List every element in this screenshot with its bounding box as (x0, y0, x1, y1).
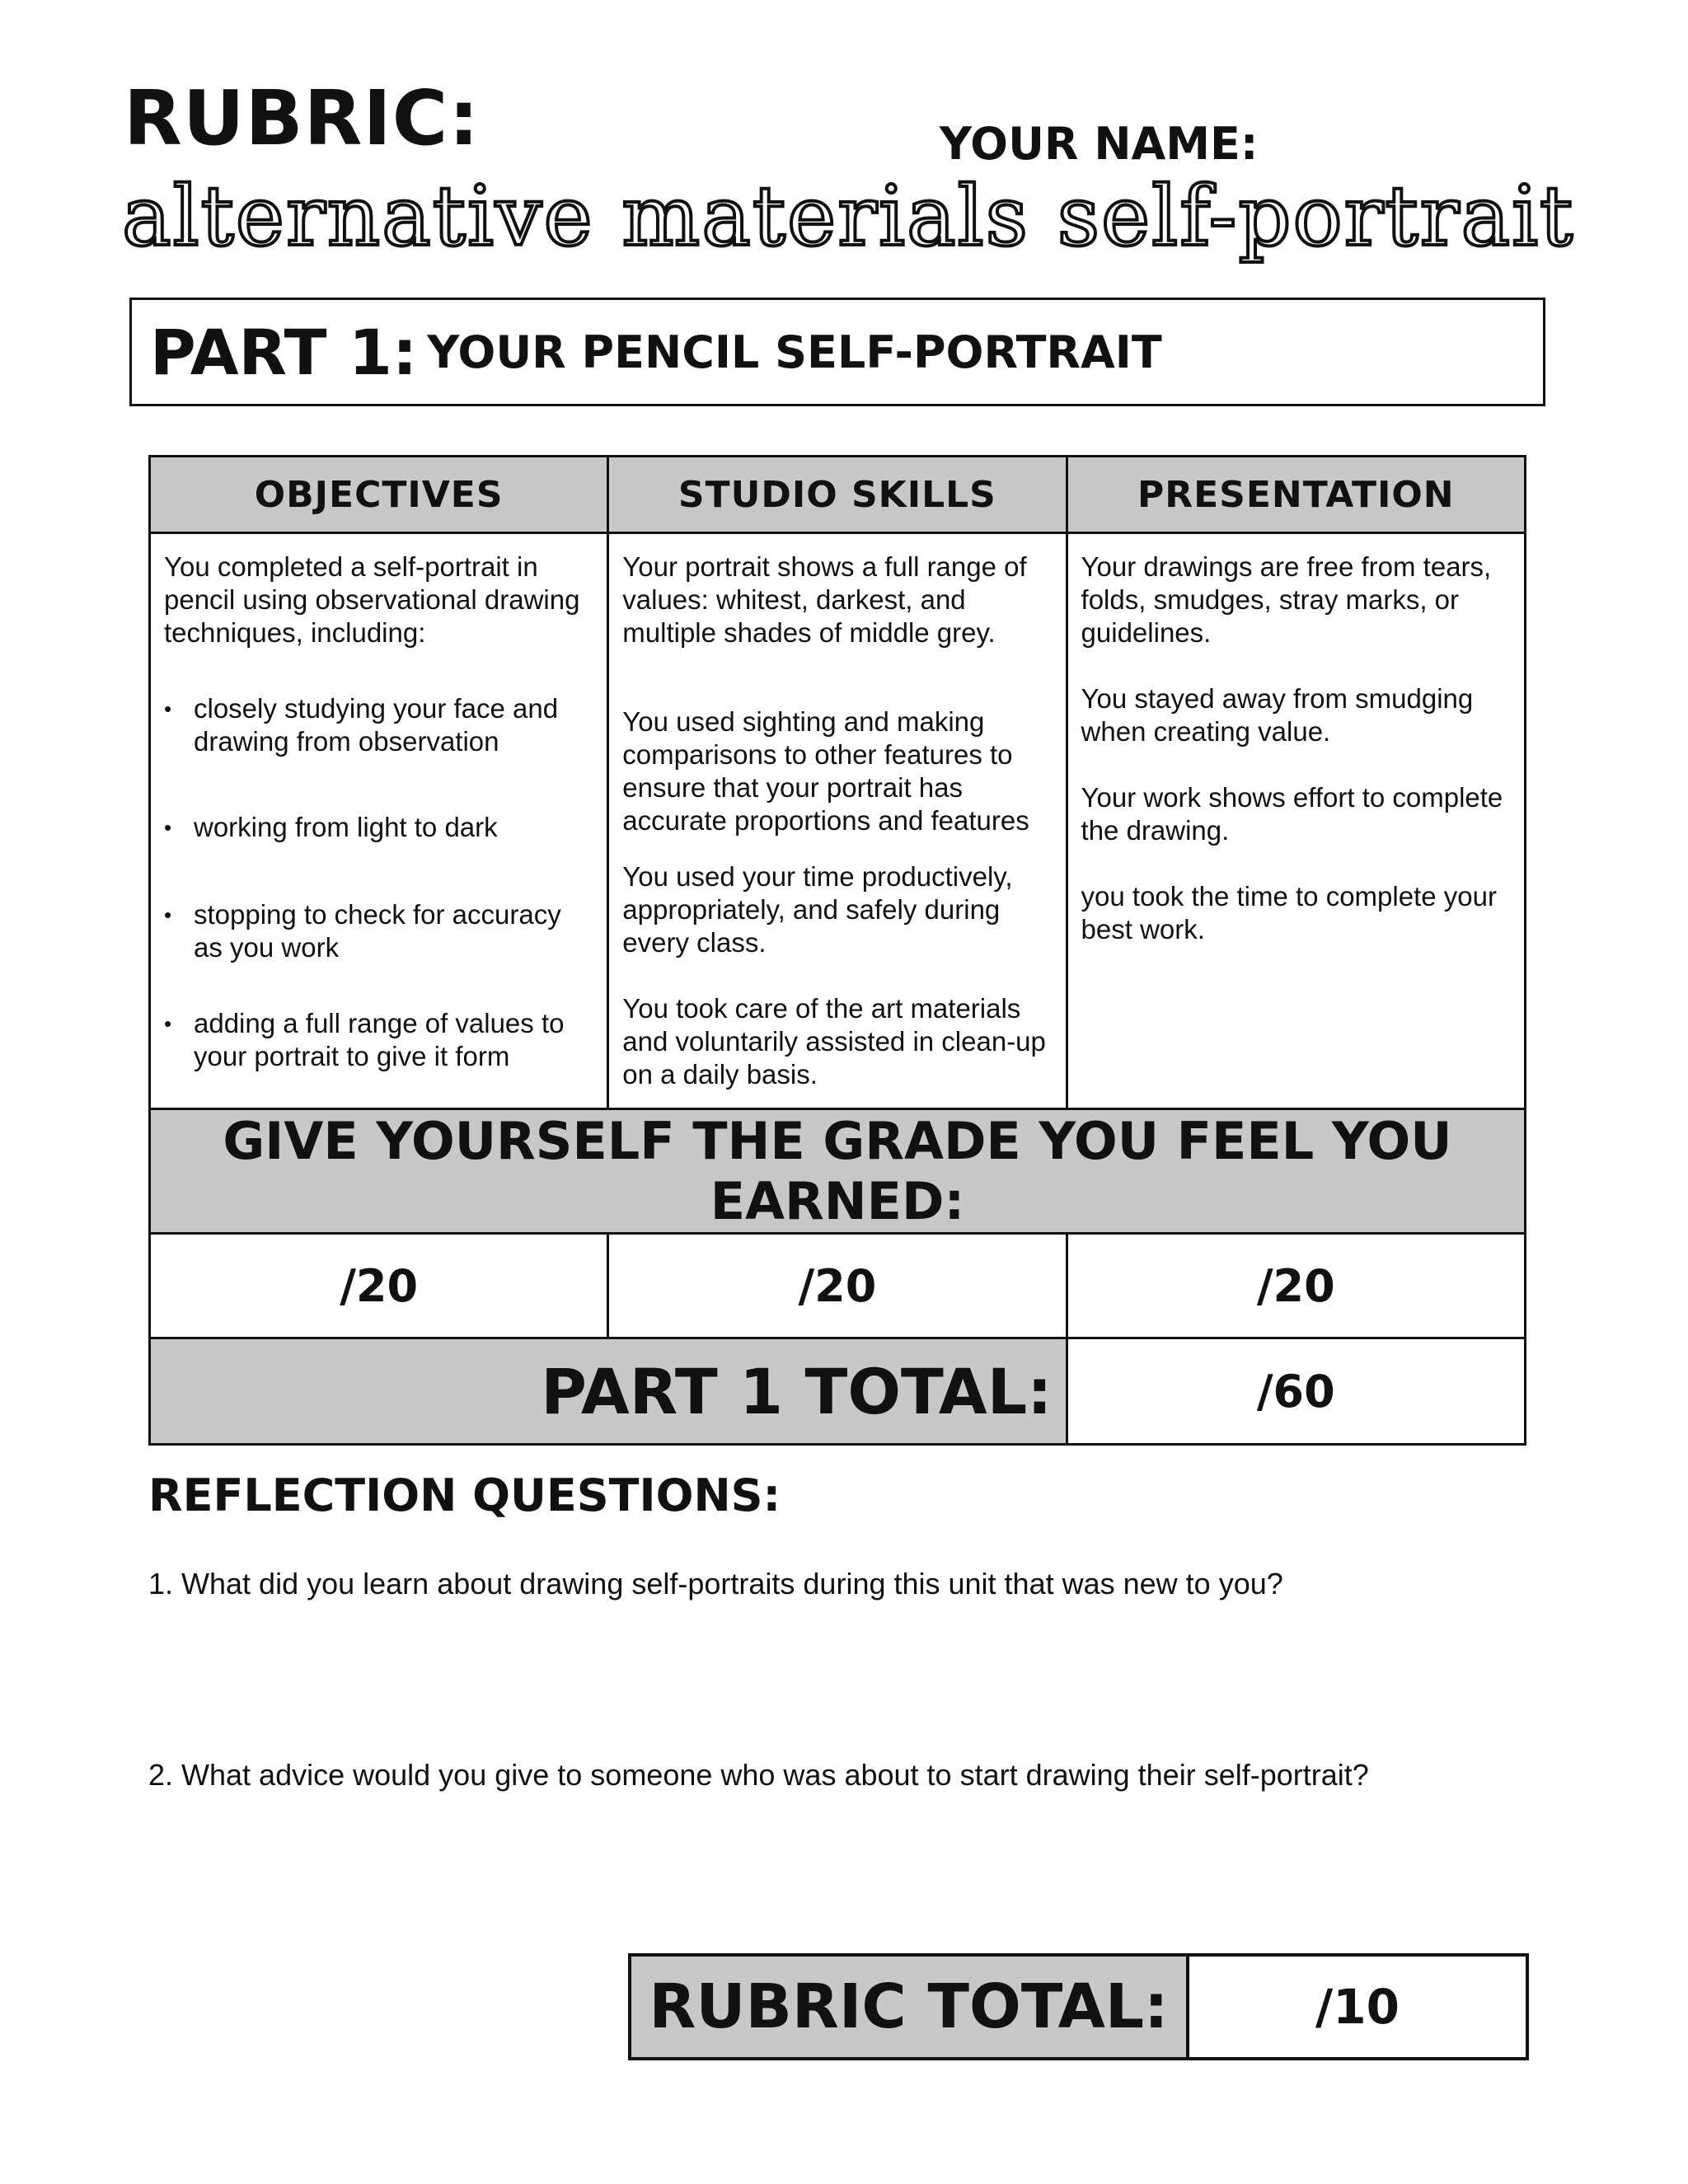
presentation-item: You stayed away from smudging when creating value. (1081, 683, 1474, 747)
score-studio-skills[interactable]: /20 (608, 1234, 1067, 1338)
objectives-cell (150, 533, 608, 1109)
objective-item: • working from light to dark (164, 811, 593, 844)
rubric-content-row (150, 533, 1526, 1109)
part1-sublabel: YOUR PENCIL SELF-PORTRAIT (427, 326, 1162, 378)
studio-skill-item: Your portrait shows a full range of values: whitest, darkest, and multiple shades of middle grey. (622, 551, 1027, 648)
column-header-presentation: PRESENTATION (1067, 457, 1525, 533)
grade-prompt-row (150, 1109, 1526, 1234)
objective-item: • closely studying your face and drawing from observation (164, 692, 593, 758)
part1-total-value[interactable]: /60 (1067, 1338, 1525, 1445)
grade-prompt: GIVE YOURSELF THE GRADE YOU FEEL YOU EARNED: (150, 1109, 1526, 1234)
reflection-question: 1. What did you learn about drawing self-portraits during this unit that was new to you? (148, 1567, 1283, 1601)
score-row (150, 1234, 1526, 1338)
studio-skill-item: You took care of the art materials and voluntarily assisted in clean-up on a daily basis. (622, 993, 1046, 1090)
rubric-table (148, 455, 1526, 1446)
presentation-item: Your work shows effort to complete the drawing. (1081, 782, 1503, 846)
part1-total-row (150, 1338, 1526, 1445)
part1-header (129, 298, 1545, 406)
studio-skills-cell (608, 533, 1067, 1109)
column-header-studio-skills: STUDIO SKILLS (608, 457, 1067, 533)
objective-item: • adding a full range of values to your portrait to give it form (164, 1007, 593, 1073)
reflection-title: REFLECTION QUESTIONS: (148, 1469, 781, 1521)
rubric-total-box (628, 1953, 1529, 2060)
objectives-list (164, 692, 593, 1073)
part1-label: PART 1: (150, 315, 418, 389)
presentation-cell (1067, 533, 1525, 1109)
presentation-item: Your drawings are free from tears, folds, smudges, stray marks, or guidelines. (1081, 551, 1492, 648)
your-name-label: YOUR NAME: (940, 118, 1259, 170)
score-presentation[interactable]: /20 (1067, 1234, 1525, 1338)
objectives-intro: You completed a self-portrait in pencil using observational drawing techniques, including: (164, 551, 580, 648)
objective-item: • stopping to check for accuracy as you work (164, 898, 593, 964)
studio-skill-item: You used your time productively, appropriately, and safely during every class. (622, 861, 1013, 958)
reflection-question: 2. What advice would you give to someone who was about to start drawing their self-portrait? (148, 1758, 1369, 1792)
rubric-total-label: RUBRIC TOTAL: (631, 1957, 1189, 2057)
presentation-item: you took the time to complete your best work. (1081, 881, 1497, 944)
score-objectives[interactable]: /20 (150, 1234, 608, 1338)
rubric-header-row (150, 457, 1526, 533)
studio-skill-item: You used sighting and making comparisons to other features to ensure that your portrait has accurate proportions and features (622, 706, 1029, 836)
rubric-total-value[interactable]: /10 (1315, 1979, 1400, 2035)
page-title: RUBRIC: (124, 74, 481, 162)
page-subtitle: alternative materials self-portrait (122, 168, 1575, 265)
column-header-objectives: OBJECTIVES (150, 457, 608, 533)
part1-total-label: PART 1 TOTAL: (150, 1338, 1067, 1445)
